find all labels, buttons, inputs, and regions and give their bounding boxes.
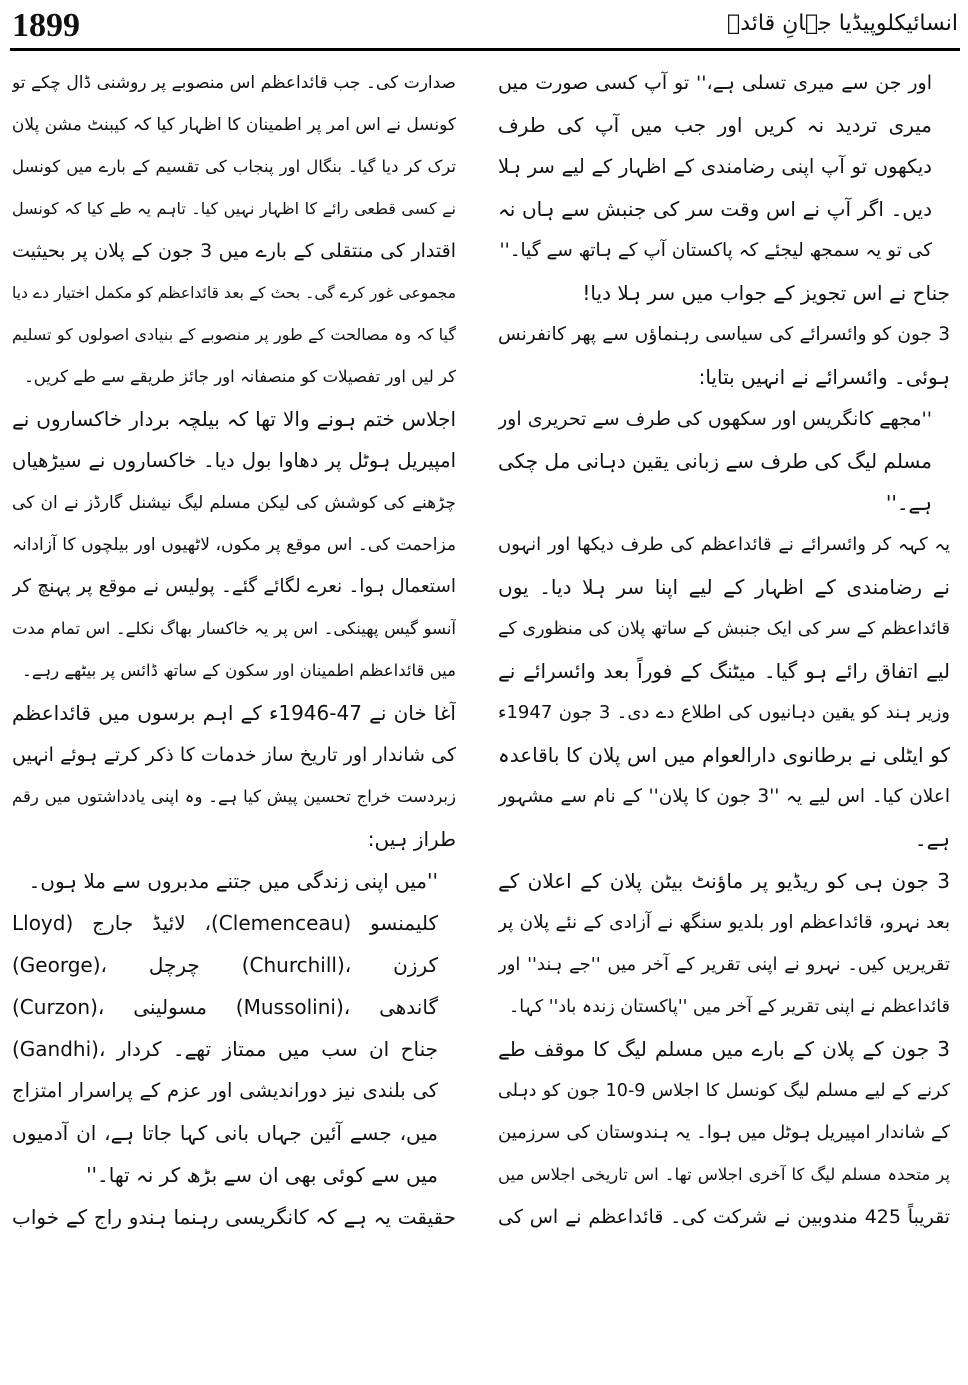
text-line: (Curzon)، مسولینی (Mussolini)، گاندھی: [12, 995, 438, 1019]
text-line: آغا خان نے 47-1946ء کے اہم برسوں میں قائداعظم: [12, 701, 456, 725]
text-line: پر متحدہ مسلم لیگ کا آخری اجلاس تھا۔ اس تاریخی اجلاس میں: [498, 1165, 950, 1184]
text-line: طراز ہیں:: [367, 827, 456, 851]
text-line: امپیریل ہوٹل پر دھاوا بول دیا۔ خاکساروں نے سیڑھیاں: [12, 449, 456, 472]
text-line: تقریباً 425 مندوبین نے شرکت کی۔ قائداعظم نے اس کی: [498, 1206, 950, 1228]
text-line: ''مجھے کانگریس اور سکھوں کی طرف سے تحریری اور: [498, 408, 932, 430]
text-line: بعد نہرو، قائداعظم اور بلدیو سنگھ نے آزادی کے نئے پلان پر: [498, 912, 950, 933]
page-header: [0, 0, 968, 54]
text-line: قائداعظم نے اپنی تقریر کے آخر میں ''پاکستان زندہ باد'' کہا۔: [509, 997, 950, 1017]
text-line: حقیقت یہ ہے کہ کانگریسی رہنما ہندو راج کے خواب: [12, 1205, 456, 1229]
text-line: اعلان کیا۔ اس لیے یہ ''3 جون کا پلان'' کے نام سے مشہور: [498, 786, 950, 807]
text-line: 3 جون کے پلان کے بارے میں مسلم لیگ کا موقف طے: [498, 1037, 950, 1061]
text-line: چڑھنے کی کوشش کی لیکن مسلم لیگ نیشنل گارڈز نے ان کی: [12, 493, 456, 513]
text-line: (Gandhi)، جناح ان سب میں ممتاز تھے۔ کردار: [12, 1037, 439, 1061]
text-line: ہوئی۔ وائسرائے نے انہیں بتایا:: [698, 365, 950, 389]
text-line: کے شاندار امپیریل ہوٹل میں ہوا۔ یہ ہندوستان کی سرزمین: [498, 1122, 950, 1143]
book-title: انسائیکلوپیڈیا جہانِ قائدؒ: [727, 11, 958, 36]
text-line: دیکھوں تو آپ اپنی رضامندی کے اظہار کے لیے سر ہلا: [498, 155, 932, 178]
text-line: لیے اتفاق رائے ہو گیا۔ میٹنگ کے فوراً بعد وائسرائے نے: [498, 659, 950, 683]
text-column-left: [12, 62, 456, 1378]
text-line: کی شاندار اور تاریخ ساز خدمات کا ذکر کرتے ہوئے انہیں: [12, 744, 456, 766]
page-number: 1899: [12, 7, 80, 44]
text-line: صدارت کی۔ جب قائداعظم اس منصوبے پر روشنی ڈال چکے تو: [12, 73, 456, 93]
header-rule: [10, 48, 960, 51]
text-line: میں قائداعظم اطمینان اور سکون کے ساتھ ڈائس پر بیٹھے رہے۔: [22, 661, 456, 680]
text-line: وزیر ہند کو یقین دہانیوں کی اطلاع دے دی۔ 3 جون 1947ء: [498, 702, 950, 723]
text-line: کونسل نے اس امر پر اطمینان کا اظہار کیا کہ کیبنٹ مشن پلان: [12, 115, 456, 135]
text-line: کر لیں اور تفصیلات کو منصفانہ اور جائز طریقے سے طے کریں۔: [24, 367, 456, 386]
text-line: استعمال ہوا۔ نعرے لگائے گئے۔ پولیس نے موقع پر پہنچ کر: [12, 576, 456, 597]
text-line: آنسو گیس پھینکی۔ اس پر یہ خاکسار بھاگ نکلے۔ اس تمام مدت: [12, 619, 456, 638]
text-line: زبردست خراج تحسین پیش کیا ہے۔ وہ اپنی یادداشتوں میں رقم: [12, 787, 456, 806]
text-column-right: [498, 62, 950, 1378]
text-line: (George)، چرچل (Churchill)، کرزن: [12, 953, 439, 977]
text-line: کو ایٹلی نے برطانوی دارالعوام میں اس پلان کا باقاعدہ: [498, 743, 950, 767]
text-line: ''میں اپنی زندگی میں جتنے مدبروں سے ملا ہوں۔: [28, 869, 438, 893]
text-line: ہے۔: [914, 827, 950, 851]
text-line: کلیمنسو (Clemenceau)، لائیڈ جارج (Lloyd: [12, 911, 438, 935]
text-line: میری تردید نہ کریں اور جب میں آپ کی طرف: [498, 113, 932, 137]
text-line: مسلم لیگ کی طرف سے زبانی یقین دہانی مل چکی: [498, 449, 932, 473]
text-line: کرنے کے لیے مسلم لیگ کونسل کا اجلاس 9-10 جون کو دہلی: [498, 1081, 950, 1101]
text-line: جناح نے اس تجویز کے جواب میں سر ہلا دیا!: [582, 281, 950, 305]
text-line: کی تو یہ سمجھ لیجئے کہ پاکستان آپ کے ہاتھ سے گیا۔'': [499, 240, 932, 261]
text-line: ہے۔'': [885, 491, 932, 515]
text-line: مجموعی غور کرے گی۔ بحث کے بعد قائداعظم کو مکمل اختیار دے دیا: [12, 284, 456, 302]
text-line: 3 جون کو وائسرائے کی سیاسی رہنماؤں سے پھر کانفرنس: [498, 324, 950, 345]
text-line: نے کسی قطعی رائے کا اظہار نہیں کیا۔ تاہم یہ طے کیا کہ کونسل: [12, 199, 456, 218]
text-line: 3 جون ہی کو ریڈیو پر ماؤنٹ بیٹن پلان کے اعلان کے: [498, 869, 950, 893]
text-line: مزاحمت کی۔ اس موقع پر مکوں، لاٹھیوں اور بیلچوں کا آزادانہ: [12, 535, 456, 555]
text-line: اقتدار کی منتقلی کے بارے میں 3 جون کے پلان پر بحیثیت: [12, 240, 456, 262]
text-line: گیا کہ وہ مصالحت کے طور پر منصوبے کے بنیادی اصولوں کو تسلیم: [12, 325, 456, 344]
text-line: میں، جسے آئین جہاں بانی کہا جاتا ہے، ان آدمیوں: [12, 1121, 438, 1145]
text-line: اور جن سے میری تسلی ہے،'' تو آپ کسی صورت میں: [498, 72, 932, 94]
text-line: دیں۔ اگر آپ نے اس وقت سر کی جنبش سے ہاں نہ: [498, 197, 932, 221]
text-line: قائداعظم کے سر کی ایک جنبش کے ساتھ پلان کی منظوری کے: [498, 619, 950, 639]
text-line: یہ کہہ کر وائسرائے نے قائداعظم کی طرف دیکھا اور انہوں: [498, 534, 950, 555]
text-line: میں سے کوئی بھی ان سے بڑھ کر نہ تھا۔'': [86, 1163, 438, 1187]
text-line: کی بلندی نیز دوراندیشی اور عزم کے پراسرار امتزاج: [12, 1079, 438, 1102]
text-line: نے رضامندی کے اظہار کے لیے اپنا سر ہلا دیا۔ یوں: [498, 575, 950, 599]
text-line: تقریریں کیں۔ نہرو نے اپنی تقریر کے آخر میں ''جے ہند'' اور: [498, 954, 950, 975]
text-line: اجلاس ختم ہونے والا تھا کہ بیلچہ بردار خاکساروں نے: [12, 407, 456, 431]
text-line: ترک کر دیا گیا۔ بنگال اور پنجاب کی تقسیم کے بارے میں کونسل: [12, 157, 456, 176]
